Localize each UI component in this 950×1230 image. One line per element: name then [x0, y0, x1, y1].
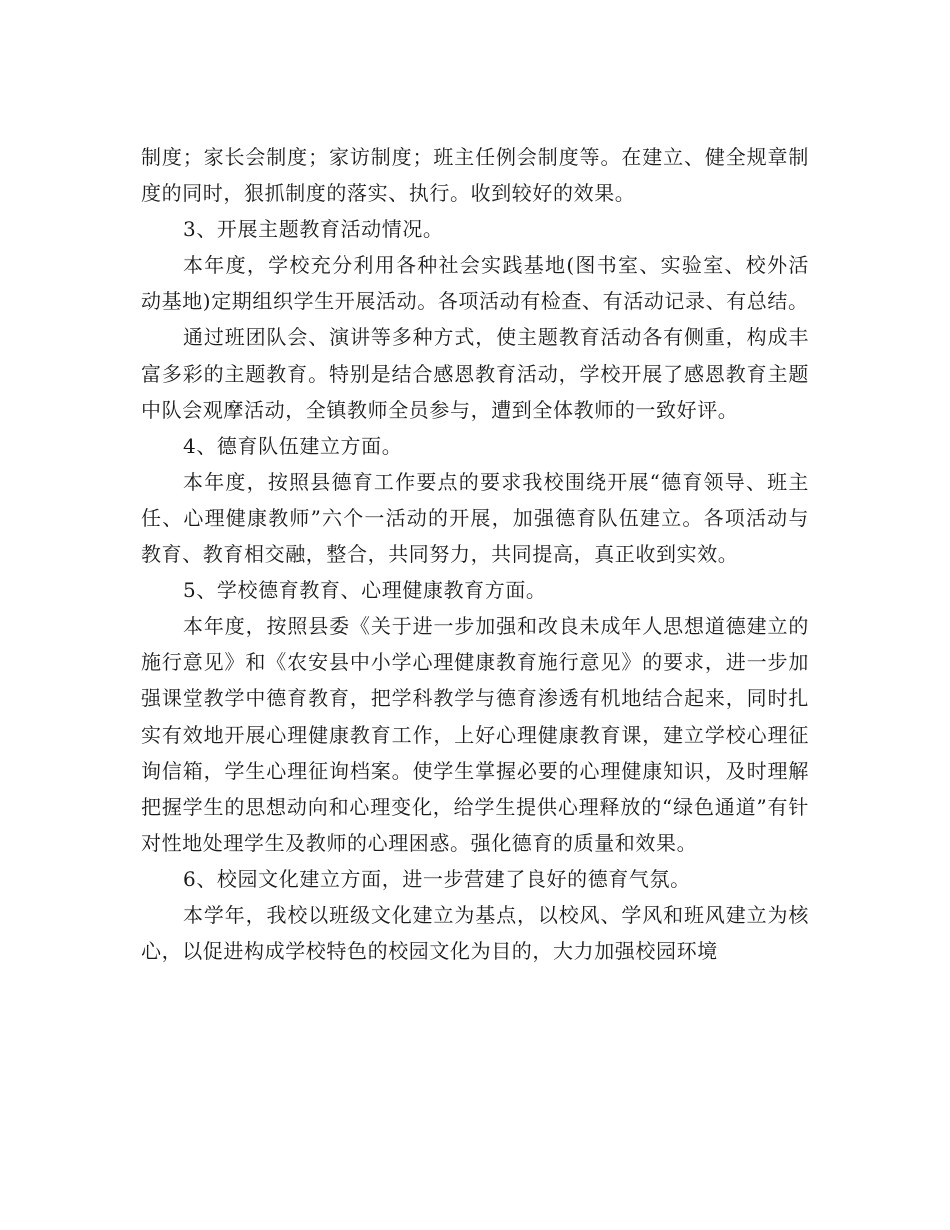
paragraph-campus-culture: 本学年，我校以班级文化建立为基点，以校风、学风和班风建立为核心，以促进构成学校特色的校园文化为目的，大力加强校园环境 — [141, 902, 809, 964]
heading-theme-education: 3、开展主题教育活动情况。 — [183, 217, 444, 242]
paragraph-practice-bases: 本年度，学校充分利用各种社会实践基地(图书室、实验室、校外活动基地)定期组织学生开展活动。各项活动有检查、有活动记录、有总结。 — [141, 253, 809, 314]
paragraph-regulations: 制度；家长会制度；家访制度；班主任例会制度等。在建立、健全规章制度的同时，狠抓制度的落实、执行。收到较好的效果。 — [141, 145, 809, 206]
heading-moral-team: 4、德育队伍建立方面。 — [183, 433, 403, 458]
paragraph-moral-team: 本年度，按照县德育工作要点的要求我校围绕开展“德育领导、班主任、心理健康教师”六个一活动的开展，加强德育队伍建立。各项活动与教育、教育相交融，整合，共同努力，共同提高，真正收到实效。 — [141, 469, 809, 567]
heading-campus-culture: 6、校园文化建立方面，进一步营建了良好的德育气氛。 — [183, 866, 691, 891]
document-body — [141, 139, 809, 969]
paragraph-mental-health: 本年度，按照县委《关于进一步加强和改良未成年人思想道德建立的施行意见》和《农安县中小学心理健康教育施行意见》的要求，进一步加强课堂教学中德育教育，把学科教学与德育渗透有机地结合起来，同时扎实有效地开展心理健康教育工作，上好心理健康教育课，建立学校心理征询信箱，学生心理征询档案。使学生掌握必要的心理健康知识，及时理解把握学生的思想动向和心理变化，给学生提供心理释放的“绿色通道”有针对性地处理学生及教师的心理困惑。强化德育的质量和效果。 — [141, 614, 809, 855]
heading-mental-health: 5、学校德育教育、心理健康教育方面。 — [183, 578, 547, 603]
paragraph-class-meetings: 通过班团队会、演讲等多种方式，使主题教育活动各有侧重，构成丰富多彩的主题教育。特别是结合感恩教育活动，学校开展了感恩教育主题中队会观摩活动，全镇教师全员参与，遭到全体教师的一致好评。 — [141, 325, 809, 422]
